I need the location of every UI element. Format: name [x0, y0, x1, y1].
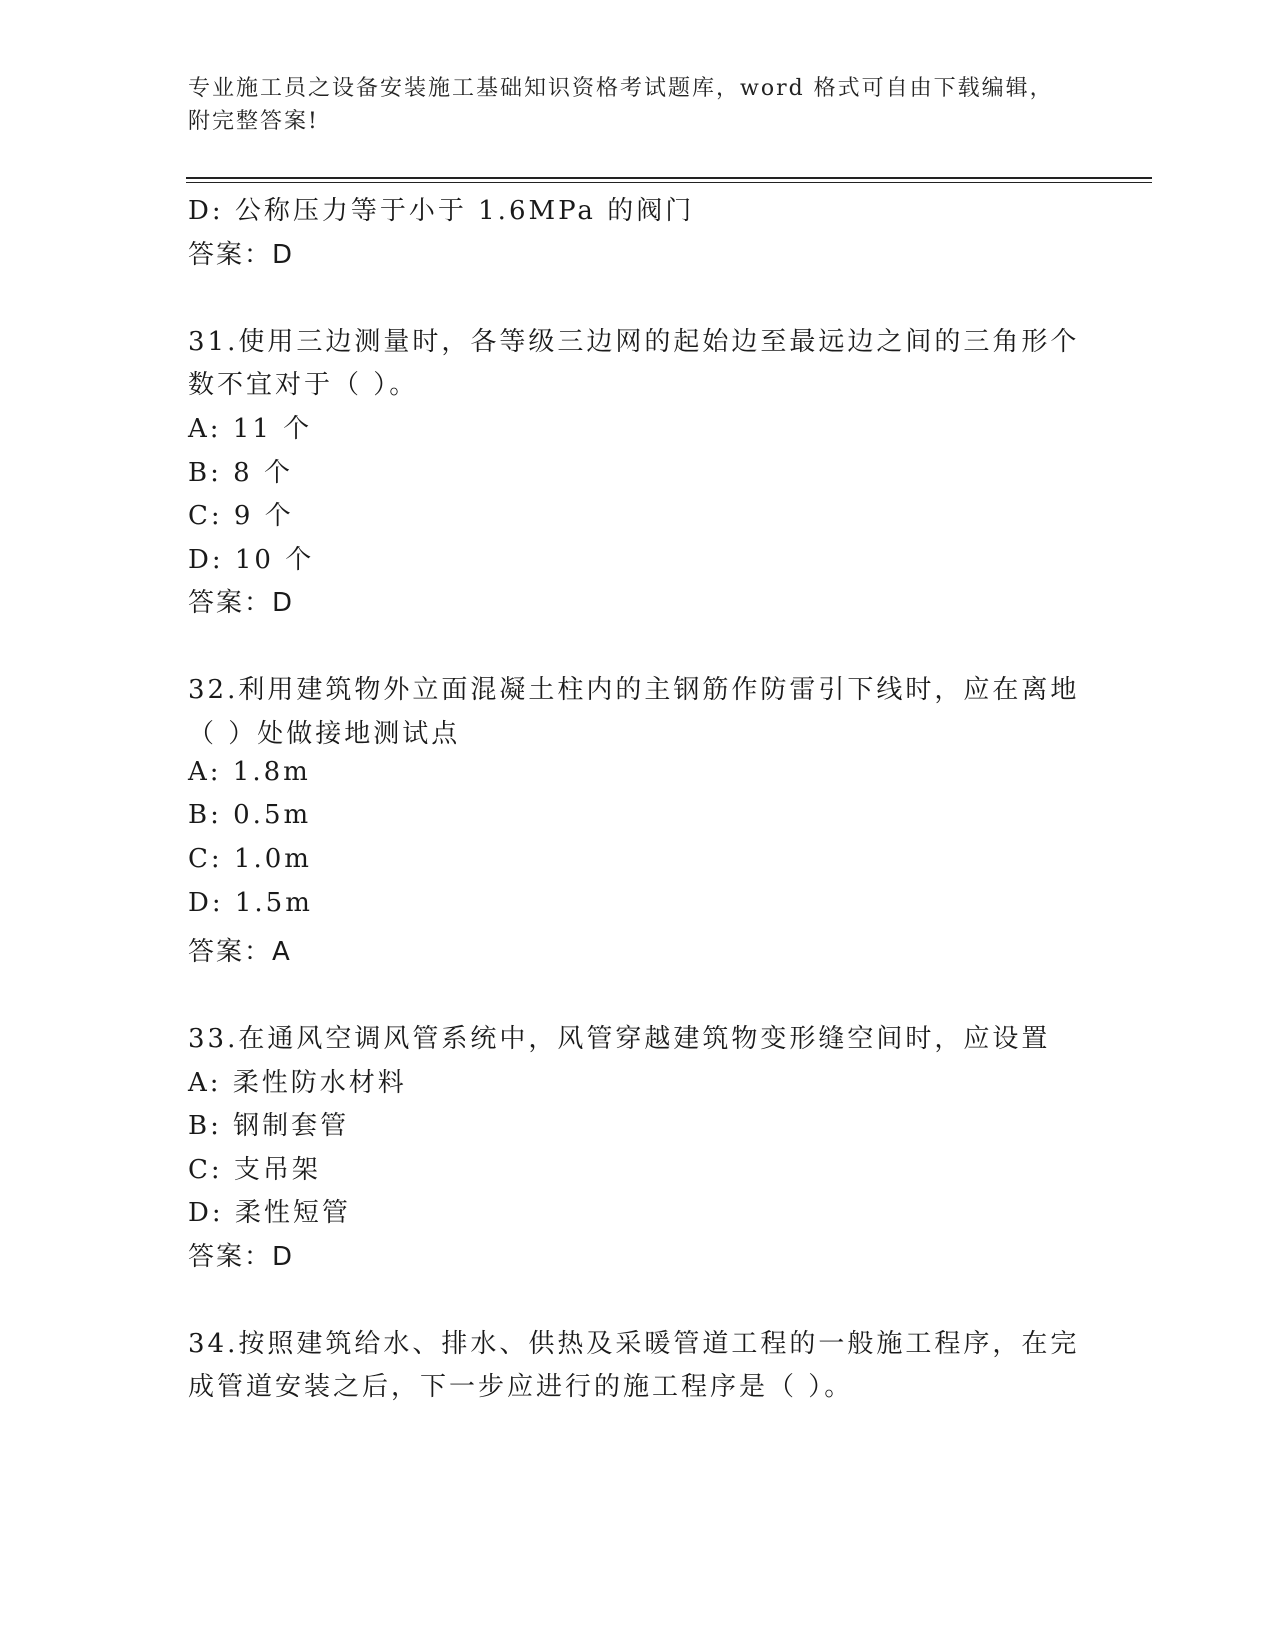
q32-option-a: A: 1.8m [188, 757, 311, 787]
header-line-1: 专业施工员之设备安装施工基础知识资格考试题库，word 格式可自由下载编辑， [188, 76, 1054, 101]
q31-option-d: D: 10 个 [188, 545, 315, 575]
q32-stem-line-2: （ ）处做接地测试点 [188, 719, 461, 749]
q32-option-c: C: 1.0m [188, 844, 312, 874]
q32-option-d: D: 1.5m [188, 888, 313, 918]
header-divider-thin [186, 182, 1152, 183]
header-line-2: 附完整答案! [188, 109, 319, 134]
q33-option-d: D: 柔性短管 [188, 1198, 351, 1228]
prev-option-d: D: 公称压力等于小于 1.6MPa 的阀门 [188, 196, 695, 226]
q33-option-a: A: 柔性防水材料 [188, 1068, 407, 1098]
q34-stem-line-1: 34.按照建筑给水、排水、供热及采暖管道工程的一般施工程序，在完 [188, 1329, 1080, 1359]
header-divider-thick [186, 177, 1152, 179]
q31-stem-line-2: 数不宜对于（ ）。 [188, 370, 419, 400]
q33-answer: 答案：D [188, 1242, 295, 1272]
q31-option-a: A: 11 个 [188, 414, 313, 444]
q33-option-b: B: 钢制套管 [188, 1111, 350, 1141]
q33-option-c: C: 支吊架 [188, 1155, 321, 1185]
q32-answer: 答案：A [188, 937, 292, 967]
q32-option-b: B: 0.5m [188, 800, 312, 830]
document-header [188, 72, 1068, 138]
prev-answer: 答案：D [188, 240, 295, 270]
q32-stem-line-1: 32.利用建筑物外立面混凝土柱内的主钢筋作防雷引下线时，应在离地 [188, 675, 1080, 705]
q31-option-c: C: 9 个 [188, 501, 294, 531]
q31-stem-line-1: 31.使用三边测量时，各等级三边网的起始边至最远边之间的三角形个 [188, 327, 1080, 357]
q34-stem-line-2: 成管道安装之后，下一步应进行的施工程序是（ ）。 [188, 1372, 854, 1402]
q31-option-b: B: 8 个 [188, 458, 293, 488]
q31-answer: 答案：D [188, 588, 295, 618]
q33-stem-line-1: 33.在通风空调风管系统中，风管穿越建筑物变形缝空间时，应设置 [188, 1024, 1051, 1054]
